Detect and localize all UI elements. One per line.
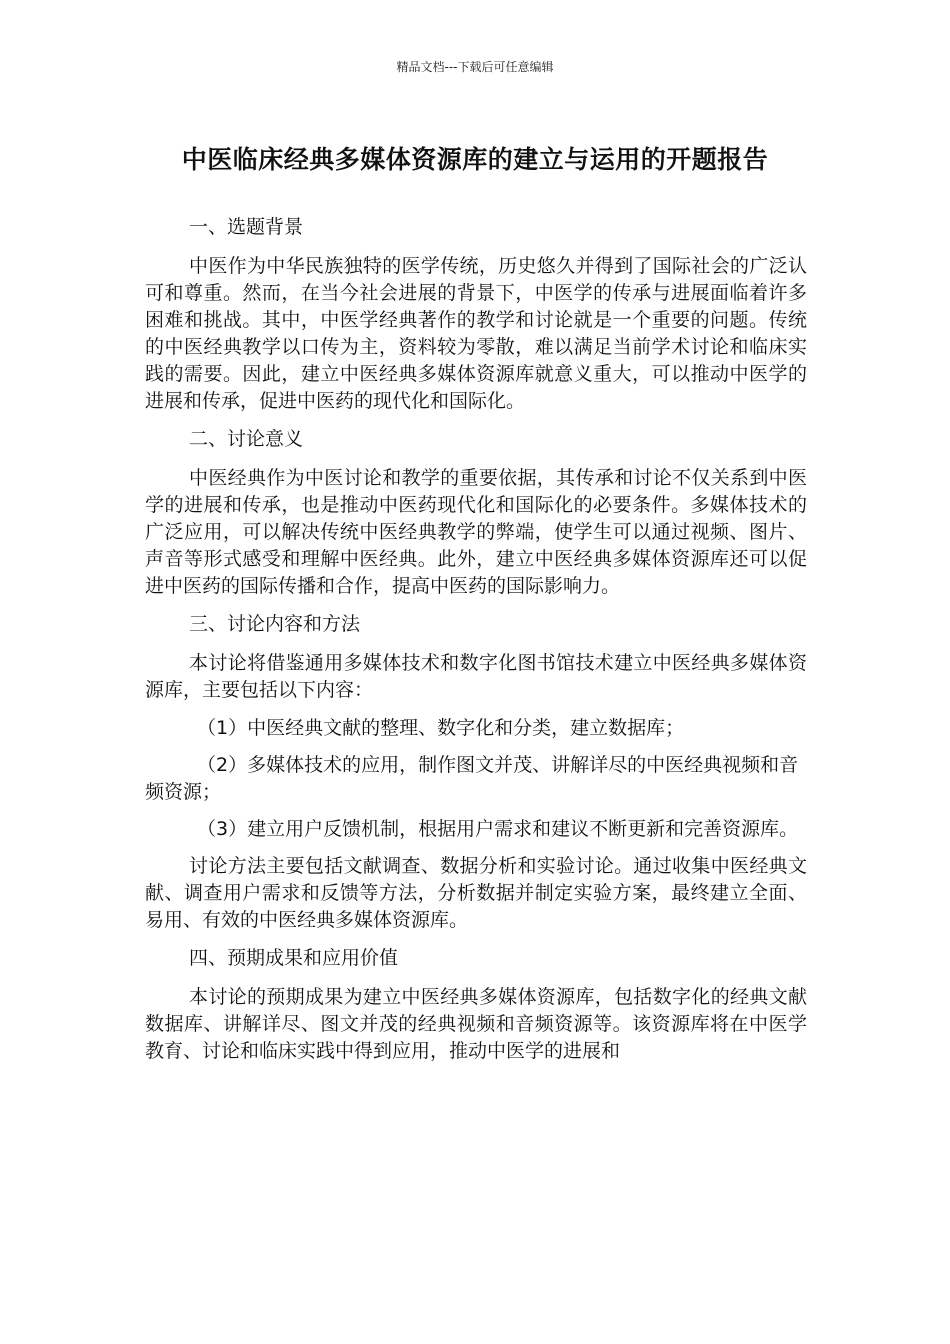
header-note: 精品文档---下载后可任意编辑: [396, 60, 554, 74]
section-heading-significance: 二、讨论意义: [189, 428, 304, 450]
paragraph-methods: 讨论方法主要包括文献调查、数据分析和实验讨论。通过收集中医经典文献、调查用户需求和反馈等方法，分析数据并制定实验方案，最终建立全面、易用、有效的中医经典多媒体资源库。: [145, 855, 807, 931]
paragraph-background: 中医作为中华民族独特的医学传统，历史悠久并得到了国际社会的广泛认可和尊重。然而，在当今社会进展的背景下，中医学的传承与进展面临着许多困难和挑战。其中，中医学经典著作的教学和讨论就是一个重要的问题。传统的中医经典教学以口传为主，资料较为零散，难以满足当前学术讨论和临床实践的需要。因此，建立中医经典多媒体资源库就意义重大，可以推动中医学的进展和传承，促进中医药的现代化和国际化。: [145, 255, 807, 412]
section-heading-background: 一、选题背景: [189, 216, 304, 238]
list-item-2: （2）多媒体技术的应用，制作图文并茂、讲解详尽的中医经典视频和音频资源；: [145, 754, 799, 803]
document-body: [145, 214, 807, 1076]
list-item-1: （1）中医经典文献的整理、数字化和分类，建立数据库；: [197, 717, 685, 739]
paragraph-significance: 中医经典作为中医讨论和教学的重要依据，其传承和讨论不仅关系到中医学的进展和传承，也是推动中医药现代化和国际化的必要条件。多媒体技术的广泛应用，可以解决传统中医经典教学的弊端，使学生可以通过视频、图片、声音等形式感受和理解中医经典。此外，建立中医经典多媒体资源库还可以促进中医药的国际传播和合作，提高中医药的国际影响力。: [145, 467, 807, 597]
list-item-3: （3）建立用户反馈机制，根据用户需求和建议不断更新和完善资源库。: [197, 818, 799, 840]
section-heading-content-methods: 三、讨论内容和方法: [189, 613, 361, 635]
section-heading-outcomes: 四、预期成果和应用价值: [189, 947, 399, 969]
paragraph-content-intro: 本讨论将借鉴通用多媒体技术和数字化图书馆技术建立中医经典多媒体资源库，主要包括以下内容：: [145, 652, 807, 701]
document-title: 中医临床经典多媒体资源库的建立与运用的开题报告: [181, 145, 769, 174]
paragraph-outcomes: 本讨论的预期成果为建立中医经典多媒体资源库，包括数字化的经典文献数据库、讲解详尽、图文并茂的经典视频和音频资源等。该资源库将在中医学教育、讨论和临床实践中得到应用，推动中医学的进展和: [145, 986, 807, 1062]
